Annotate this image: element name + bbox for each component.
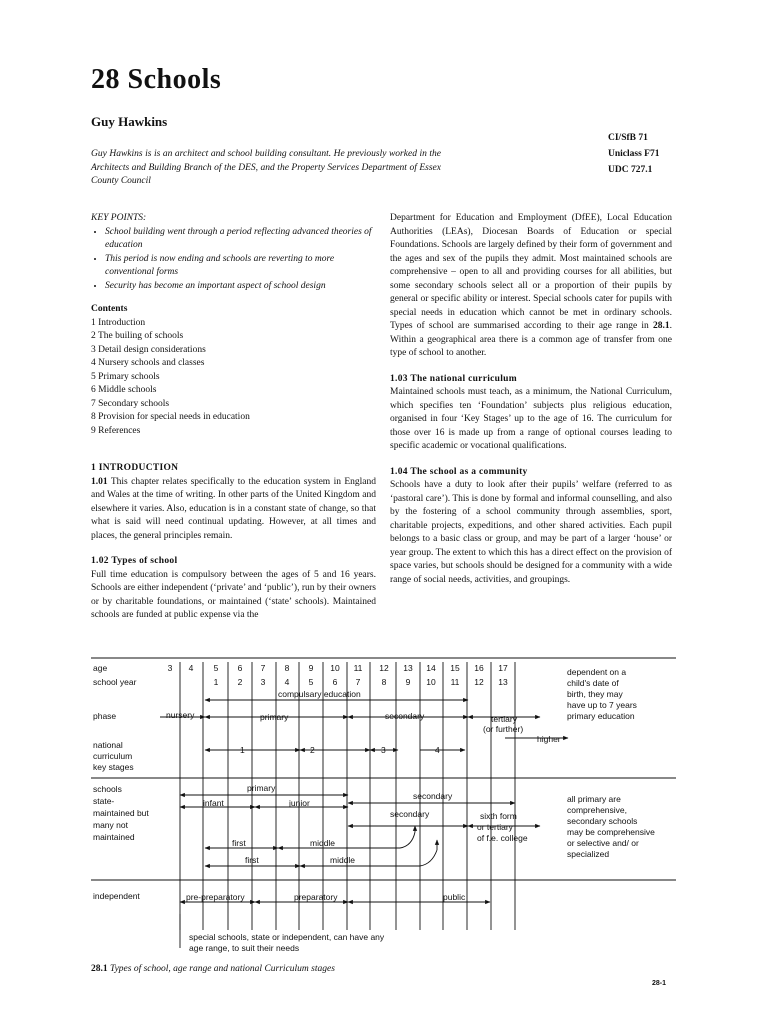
- contents-item: 4 Nursery schools and classes: [91, 358, 205, 368]
- year-number: 10: [426, 677, 436, 687]
- label-schools-1: schools: [93, 784, 122, 794]
- age-number: 12: [379, 663, 389, 673]
- paragraph-number: 1.01: [91, 476, 108, 487]
- page-number: 28-1: [652, 980, 667, 987]
- school-primary: primary: [247, 783, 276, 793]
- code-cisfb: CI/SfB 71: [608, 133, 648, 143]
- label-schools-5: maintained: [93, 832, 135, 842]
- age-number: 4: [188, 663, 194, 673]
- age-number: 5: [213, 663, 219, 673]
- phase-primary: primary: [260, 712, 289, 722]
- key-point-item: • School building went through a period reflecting advanced theories of education: [105, 226, 376, 253]
- paragraph-1-03: Maintained schools must teach, as a minimum, the National Curriculum, which specifies ten ‘Foundation’ subjects plus religious education, organised in four ‘Key Stages’ up to the age of 16. The curriculum for those over 16 is made up from a range of optional courses leading to specific academic or vocational qualifications.: [390, 387, 672, 451]
- independent-pre-prep: pre-preparatory: [186, 892, 245, 902]
- school-infant: infant: [203, 798, 224, 808]
- phase-secondary: secondary: [385, 711, 425, 721]
- school-secondary: secondary: [390, 809, 430, 819]
- contents-item: 9 References: [91, 425, 141, 436]
- school-junior: junior: [289, 798, 310, 808]
- author-bio: Guy Hawkins is is an architect and school building consultant. He previously worked in the Architects and Building Branch of the DES, and the Property Services Department of Essex County Council: [91, 149, 441, 186]
- note-top-4: have up to 7 years: [567, 700, 637, 710]
- age-number: 17: [498, 663, 508, 673]
- label-schools-4: many not: [93, 820, 128, 830]
- subsection-heading: 1.03 The national curriculum: [390, 373, 517, 384]
- contents-item: 3 Detail design considerations: [91, 344, 206, 355]
- school-sixth-college: of f.e. college: [477, 833, 528, 843]
- year-number: 4: [284, 677, 290, 687]
- age-number: 8: [284, 663, 290, 673]
- age-number: 10: [330, 663, 340, 673]
- key-stage-3: 3: [381, 745, 386, 755]
- contents-heading: Contents: [91, 304, 128, 314]
- year-number: 5: [308, 677, 314, 687]
- year-number: 8: [381, 677, 387, 687]
- note-schools-4: may be comprehensive: [567, 827, 655, 837]
- year-numbers: [214, 677, 508, 687]
- label-phase: phase: [93, 711, 117, 721]
- school-middle-a: middle: [310, 838, 336, 848]
- key-stage-1: 1: [240, 745, 245, 755]
- year-number: 3: [260, 677, 266, 687]
- figure-reference: 28.1: [653, 321, 670, 331]
- subsection-heading: 1.04 The school as a community: [390, 466, 528, 477]
- caption-text: Types of school, age range and national Curriculum stages: [110, 964, 335, 974]
- age-number: 6: [237, 663, 243, 673]
- phase-further: (or further): [483, 724, 524, 734]
- subsection-heading: 1.02 Types of school: [91, 556, 178, 566]
- year-number: 9: [405, 677, 411, 687]
- paragraph-text: . Within a geographical area there is a common age of transfer from one type of school to another.: [390, 321, 672, 358]
- note-schools-6: specialized: [567, 849, 610, 859]
- contents-item: 1 Introduction: [91, 317, 146, 328]
- school-first-a: first: [232, 838, 246, 848]
- contents-item: 2 The builing of schools: [91, 331, 184, 341]
- row-labels: [93, 663, 149, 901]
- age-number: 16: [474, 663, 484, 673]
- age-number: 11: [353, 663, 363, 673]
- key-stage-2: 2: [310, 745, 315, 755]
- label-nc-2: curriculum: [93, 751, 133, 761]
- note-top-5: primary education: [567, 711, 635, 721]
- age-number: 9: [308, 663, 314, 673]
- paragraph-text: This chapter relates specifically to the education system in England and Wales at the time of writing. In other parts of the United Kingdom and elsewhere it varies. Also, education is in a constant state of change, so that what is said will need continual updating. However, at all times and places, the general principles remain.: [91, 476, 376, 541]
- label-school-year: school year: [93, 677, 137, 687]
- key-points-heading: KEY POINTS:: [91, 213, 147, 223]
- label-nc-1: national: [93, 740, 123, 750]
- school-secondary-upper: secondary: [413, 791, 453, 801]
- paragraph-text: Department for Education and Employment (DfEE), Local Education Authorities (LEAs), Diocesan Boards of Education or special Foundations. Schools are largely defined by their form of government and the ages and sex of the pupils they admit. Most maintained schools are comprehensive – open to all and providing courses for all abilities, but some secondary schools select all or a proportion of their pupils by general or specific ability or interest. Special schools cater for pupils with special needs in education which cannot be met in ordinary schools. Types of school are summarised according to their age range in: [390, 213, 672, 331]
- note-schools-2: comprehensive,: [567, 805, 628, 815]
- compulsory-label: compulsary education: [278, 689, 361, 699]
- year-number: 1: [213, 677, 219, 687]
- section-heading: 1 INTRODUCTION: [91, 463, 179, 473]
- age-number: 13: [403, 663, 413, 673]
- year-number: 13: [498, 677, 508, 687]
- school-first-b: first: [245, 855, 259, 865]
- note-top-1: dependent on a: [567, 667, 627, 677]
- contents-item: 6 Middle schools: [91, 385, 157, 395]
- paragraph-1-02: Full time education is compulsory between the ages of 5 and 16 years. Schools are either independent (‘private’ and ‘public’), run by their owners or by charitable foundations, or maintained (‘state’ schools). Maintained schools are funded at public expense via the: [91, 569, 376, 620]
- independent-public: public: [443, 892, 466, 902]
- age-numbers: [168, 663, 508, 673]
- school-sixth-form: sixth form: [480, 811, 517, 821]
- label-schools-2: state-: [93, 796, 115, 806]
- phase-higher: higher: [537, 734, 561, 744]
- code-udc: UDC 727.1: [608, 165, 653, 175]
- note-top-2: child's date of: [567, 678, 619, 688]
- age-number: 15: [450, 663, 460, 673]
- figure-number: 28.1: [91, 964, 108, 974]
- note-schools-3: secondary schools: [567, 816, 638, 826]
- chapter-title: 28 Schools: [91, 64, 222, 95]
- label-age: age: [93, 663, 108, 673]
- year-number: 11: [450, 677, 460, 687]
- year-number: 2: [237, 677, 243, 687]
- label-independent: independent: [93, 891, 140, 901]
- contents-item: 7 Secondary schools: [91, 398, 170, 409]
- school-middle-b: middle: [330, 855, 356, 865]
- note-schools-5: or selective and/ or: [567, 838, 639, 848]
- diagram-labels: [166, 667, 655, 953]
- phase-nursery: nursery: [166, 710, 195, 720]
- phase-tertiary: tertiary: [491, 714, 517, 724]
- key-point-item: • This period is now ending and schools are reverting to more conventional forms: [105, 253, 376, 280]
- contents-item: 8 Provision for special needs in education: [91, 412, 250, 422]
- year-number: 6: [332, 677, 338, 687]
- age-number: 3: [167, 663, 173, 673]
- key-stage-4: 4: [435, 745, 440, 755]
- note-schools-1: all primary are: [567, 794, 621, 804]
- independent-preparatory: preparatory: [294, 892, 338, 902]
- age-number: 7: [260, 663, 266, 673]
- figure-caption: [91, 964, 335, 974]
- special-note-2: age range, to suit their needs: [189, 943, 300, 953]
- special-note-1: special schools, state or independent, can have any: [189, 932, 385, 942]
- key-point-item: • Security has become an important aspect of school design: [105, 280, 376, 294]
- school-sixth-tertiary: or tertiary: [477, 822, 513, 832]
- note-top-3: birth, they may: [567, 689, 623, 699]
- year-number: 7: [355, 677, 361, 687]
- contents-item: 5 Primary schools: [91, 371, 160, 382]
- label-schools-3: maintained but: [93, 808, 149, 818]
- author-name: Guy Hawkins: [91, 114, 168, 129]
- age-number: 14: [426, 663, 436, 673]
- paragraph-1-04: Schools have a duty to look after their pupils’ welfare (referred to as ‘pastoral care’). This is done by formal and informal counselling, and also by the fostering of a school community through assemblies, sport, charitable projects, expeditions, and other shared activities. Each pupil belongs to a basic class or group, and may be part of a larger ‘house’ or year group. The extent to which this has a direct effect on the provision of space varies, but schools should be designed for a community with a wide range of social needs, activities, and groupings.: [390, 480, 672, 585]
- code-uniclass: Uniclass F71: [608, 149, 660, 159]
- year-number: 12: [474, 677, 484, 687]
- label-nc-3: key stages: [93, 762, 134, 772]
